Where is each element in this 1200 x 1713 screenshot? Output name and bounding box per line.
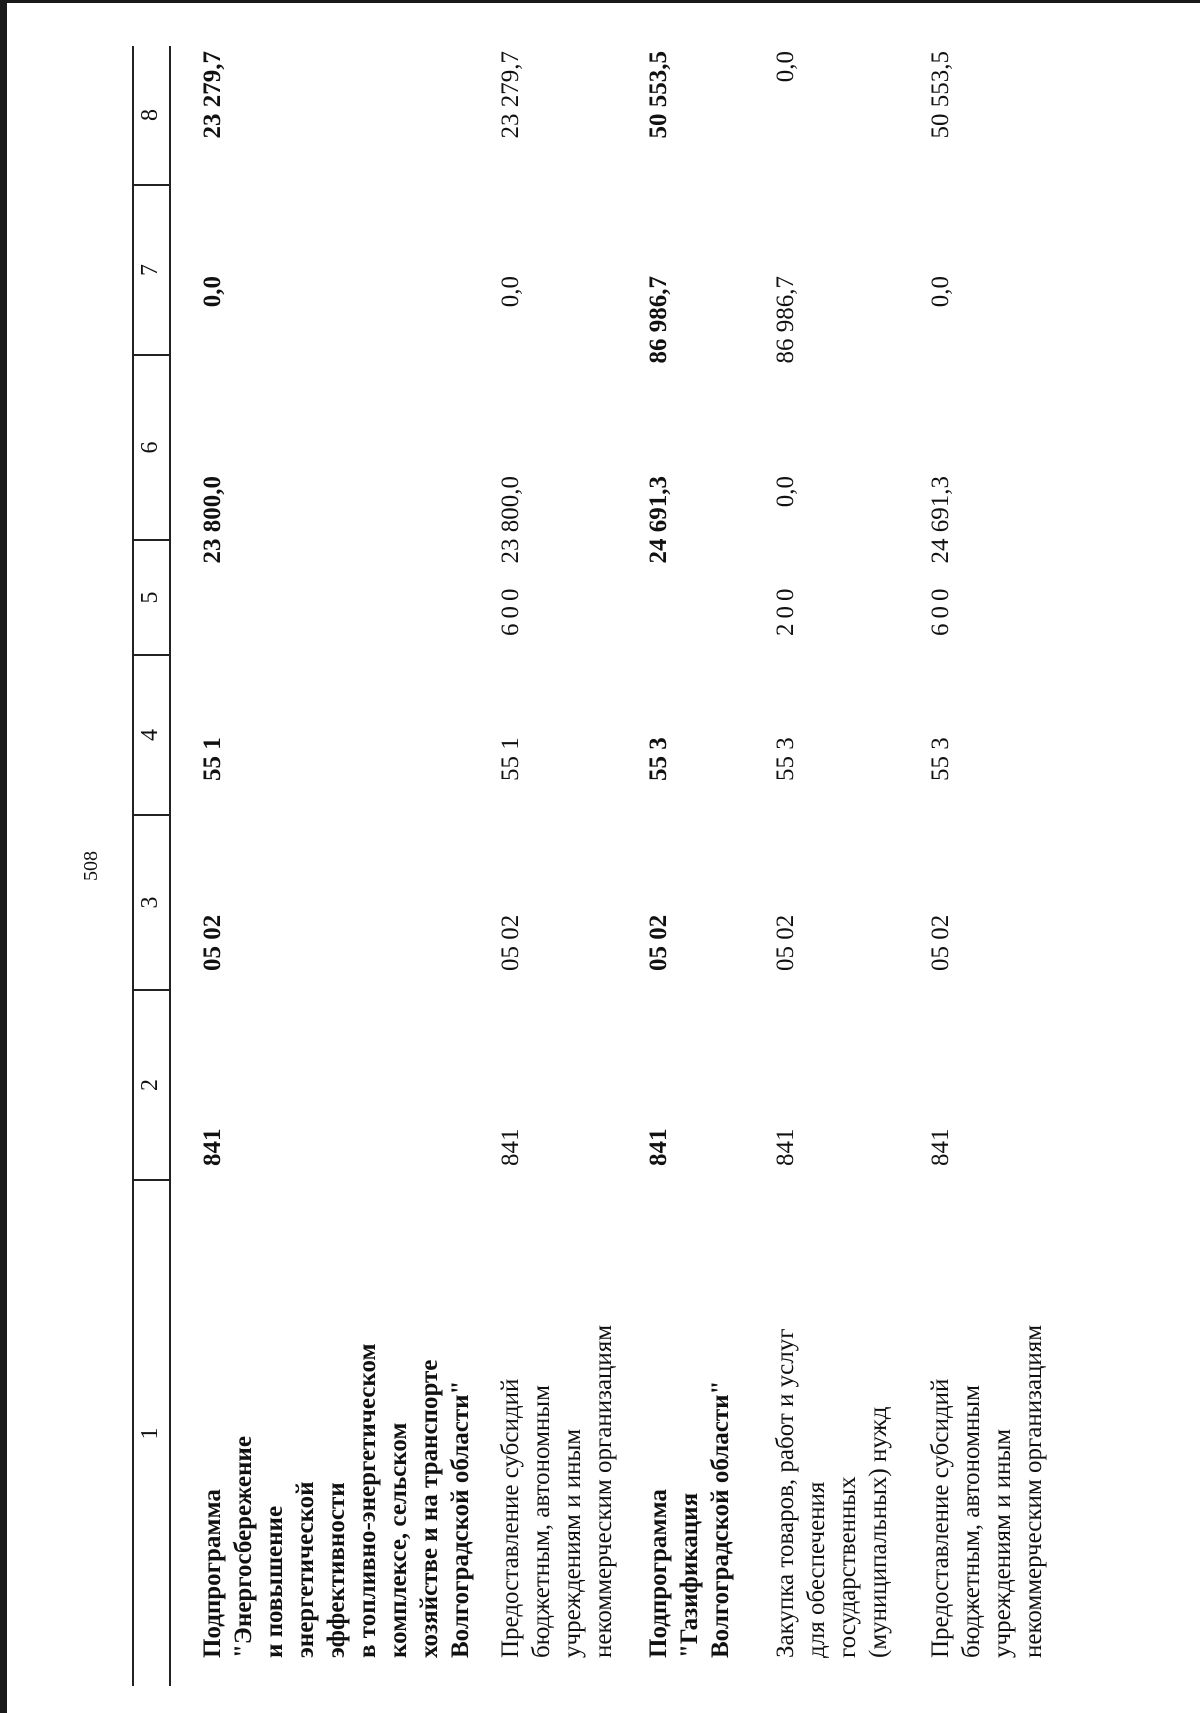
row-name-line: некоммерческим организациям <box>590 1324 617 1658</box>
row-section-code: 05 02 <box>927 914 954 971</box>
row-name-line: государственных <box>834 1476 861 1658</box>
row-name-line: (муниципальных) нужд <box>865 1406 892 1658</box>
row-amount-7: 0,0 <box>199 276 226 308</box>
row-name <box>643 1203 736 1658</box>
header-col-4: 4 <box>137 729 163 741</box>
row-name-line: Подпрограмма <box>645 1489 672 1658</box>
row-amount-7: 0,0 <box>497 276 524 308</box>
scan-edge-left <box>0 0 7 1713</box>
row-section-code: 05 02 <box>497 914 524 971</box>
header-bottom-line <box>169 46 171 1686</box>
header-col-6: 6 <box>137 441 163 454</box>
row-name-line: "Энергосбережение <box>230 1436 257 1658</box>
row-ministry-code: 841 <box>927 1128 954 1166</box>
row-name <box>925 1203 1049 1658</box>
row-amount-7: 0,0 <box>927 276 954 308</box>
scan-edge-top <box>0 0 1200 3</box>
row-section-code: 05 02 <box>199 914 226 971</box>
header-col-3: 3 <box>137 896 163 909</box>
row-amount-8: 0,0 <box>772 51 799 83</box>
row-section-code: 05 02 <box>645 914 672 971</box>
row-name-line: Закупка товаров, работ и услуг <box>772 1328 799 1658</box>
row-name-line: Предоставление субсидий <box>497 1378 524 1658</box>
row-amount-6: 24 691,3 <box>645 476 672 564</box>
row-amount-6: 24 691,3 <box>927 476 954 564</box>
row-name-line: хозяйстве и на транспорте <box>416 1359 443 1658</box>
row-name-line: некоммерческим организациям <box>1020 1324 1047 1658</box>
row-amount-6: 0,0 <box>772 476 799 508</box>
page-number: 508 <box>80 851 102 881</box>
row-name-line: энергетической <box>292 1481 319 1658</box>
row-amount-6: 23 800,0 <box>199 476 226 564</box>
row-target-article: 55 3 <box>927 737 954 781</box>
header-col-2: 2 <box>137 1079 163 1091</box>
row-ministry-code: 841 <box>497 1128 524 1166</box>
row-name-line: "Газификация <box>676 1492 703 1658</box>
header-col-7: 7 <box>137 264 163 276</box>
row-amount-6: 23 800,0 <box>497 476 524 564</box>
row-name <box>770 1203 894 1658</box>
row-expense-type: 200 <box>772 583 799 636</box>
row-expense-type: 600 <box>927 583 954 636</box>
row-ministry-code: 841 <box>772 1128 799 1166</box>
row-name-line: комплексе, сельском <box>385 1422 412 1658</box>
row-expense-type: 600 <box>497 583 524 636</box>
row-target-article: 55 1 <box>199 737 226 781</box>
row-amount-8: 23 279,7 <box>199 51 226 139</box>
row-name-line: Волгоградской области" <box>707 1380 734 1658</box>
row-amount-7: 86 986,7 <box>772 276 799 364</box>
row-amount-8: 50 553,5 <box>645 51 672 139</box>
row-ministry-code: 841 <box>645 1128 672 1166</box>
row-name-line: учреждениям и иным <box>559 1428 586 1658</box>
row-name-line: эффективности <box>323 1482 350 1658</box>
row-name-line: Предоставление субсидий <box>927 1378 954 1658</box>
header-col-1: 1 <box>137 1427 163 1440</box>
row-name <box>495 1203 619 1658</box>
header-col-5: 5 <box>137 591 163 604</box>
row-name-line: Подпрограмма <box>199 1489 226 1658</box>
row-ministry-code: 841 <box>199 1128 226 1166</box>
header-col-8: 8 <box>137 109 163 121</box>
row-amount-8: 50 553,5 <box>927 51 954 139</box>
row-name-line: учреждениям и иным <box>989 1428 1016 1658</box>
row-target-article: 55 3 <box>772 737 799 781</box>
row-section-code: 05 02 <box>772 914 799 971</box>
row-amount-8: 23 279,7 <box>497 51 524 139</box>
row-name-line: и повышение <box>261 1505 288 1658</box>
row-target-article: 55 3 <box>645 737 672 781</box>
row-name-line: для обеспечения <box>803 1481 830 1658</box>
row-name-line: в топливно-энергетическом <box>354 1343 381 1658</box>
row-amount-7: 86 986,7 <box>645 276 672 364</box>
row-name-line: Волгоградской области" <box>447 1380 474 1658</box>
row-name-line: бюджетным, автономным <box>958 1385 985 1658</box>
row-name-line: бюджетным, автономным <box>528 1385 555 1658</box>
rotated-page <box>65 46 1185 1686</box>
row-target-article: 55 1 <box>497 737 524 781</box>
header-top-line <box>132 46 134 1686</box>
row-name <box>197 1203 476 1658</box>
